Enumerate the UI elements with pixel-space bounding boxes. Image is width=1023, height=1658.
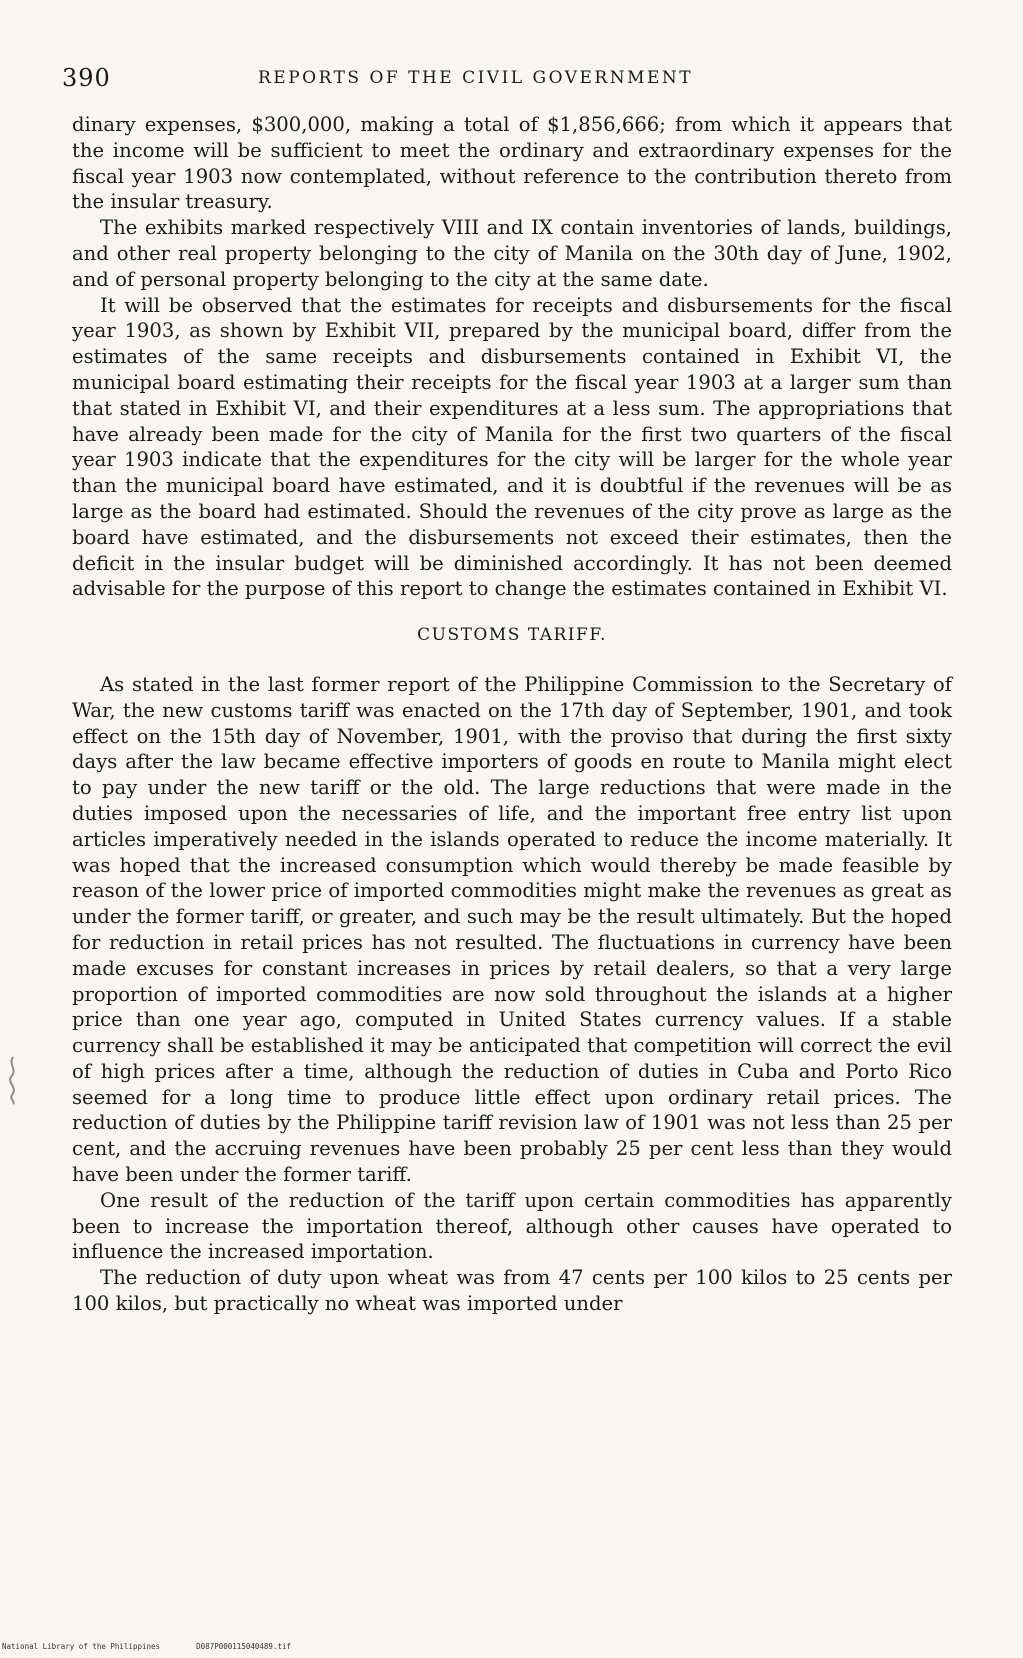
footer-library: National Library of the Philippines <box>2 1642 161 1651</box>
footer-file-id: D087P000115040489.tif <box>196 1642 291 1651</box>
page-number: 390 <box>62 64 111 92</box>
margin-smudge <box>6 1055 20 1105</box>
running-head: REPORTS OF THE CIVIL GOVERNMENT <box>258 68 694 88</box>
section-heading: CUSTOMS TARIFF. <box>417 625 607 646</box>
paragraph-continued: dinary expenses, $300,000, making a total of $1,856,666; from which it appears that the income will be sufficient to meet the ordinary and extraordinary expenses for the fiscal year 1903 now contemplated, without reference to the contribution thereto from the insular treasury. <box>72 113 952 214</box>
paragraph-customs-tariff: As stated in the last former report of the Philippine Commission to the Secretary of War, the new customs tariff was enacted on the 17th day of September, 1901, and took effect on the 15th day of November, 1901, with the proviso that during the first sixty days after the law became effective importers of goods en route to Manila might elect to pay under the new tariff or the old. The large reductions that were made in the duties imposed upon the necessaries of life, and the important free entry list upon articles imperatively needed in the islands operated to reduce the income materially. It was hoped that the increased consumption which would thereby be made feasible by reason of the lower price of imported commodities might make the revenues as great as under the former tariff, or greater, and such may be the result ultimately. But the hoped for reduction in retail prices has not resulted. The fluctuations in currency have been made excuses for constant increases in prices by retail dealers, so that a very large proportion of imported commodities are now sold throughout the islands at a higher price than one year ago, computed in United States currency values. If a stable currency shall be established it may be anticipated that competition will correct the evil of high prices after a time, although the reduction of duties in Cuba and Porto Rico seemed for a long time to produce little effect upon ordinary retail prices. The reduction of duties by the Philippine tariff revision law of 1901 was not less than 25 per cent, and the accruing revenues have been probably 25 per cent less than they would have been under the former tariff. <box>72 672 952 1187</box>
scan-footer <box>2 1642 291 1651</box>
body-text <box>72 112 952 1317</box>
paragraph-estimates: It will be observed that the estimates for receipts and disbursements for the fiscal year 1903, as shown by Exhibit VII, prepared by the municipal board, differ from the estimates of the same receipts and disbursements contained in Exhibit VI, the municipal board estimating their receipts for the fiscal year 1903 at a larger sum than that stated in Exhibit VI, and their expenditures at a less sum. The appropriations that have already been made for the city of Manila for the first two quarters of the fiscal year 1903 indicate that the expenditures for the city will be larger for the whole year than the municipal board have estimated, and it is doubtful if the revenues will be as large as the board had estimated. Should the revenues of the city prove as large as the board have estimated, and the disbursements not exceed their estimates, then the deficit in the insular budget will be diminished accordingly. It has not been deemed advisable for the purpose of this report to change the estimates contained in Exhibit VI. <box>72 293 952 601</box>
page-header <box>62 64 962 92</box>
paragraph-wheat-duty: The reduction of duty upon wheat was from 47 cents per 100 kilos to 25 cents per 100 kilos, but practically no wheat was imported under <box>72 1266 952 1316</box>
paragraph-exhibits-inventories: The exhibits marked respectively VIII and IX contain inventories of lands, buildings, and other real property belonging to the city of Manila on the 30th day of June, 1902, and of personal property belonging to the city at the same date. <box>72 216 952 291</box>
paragraph-reduction-result: One result of the reduction of the tariff upon certain commodities has apparently been to increase the importation thereof, although other causes have operated to influence the increased importation. <box>72 1188 952 1264</box>
